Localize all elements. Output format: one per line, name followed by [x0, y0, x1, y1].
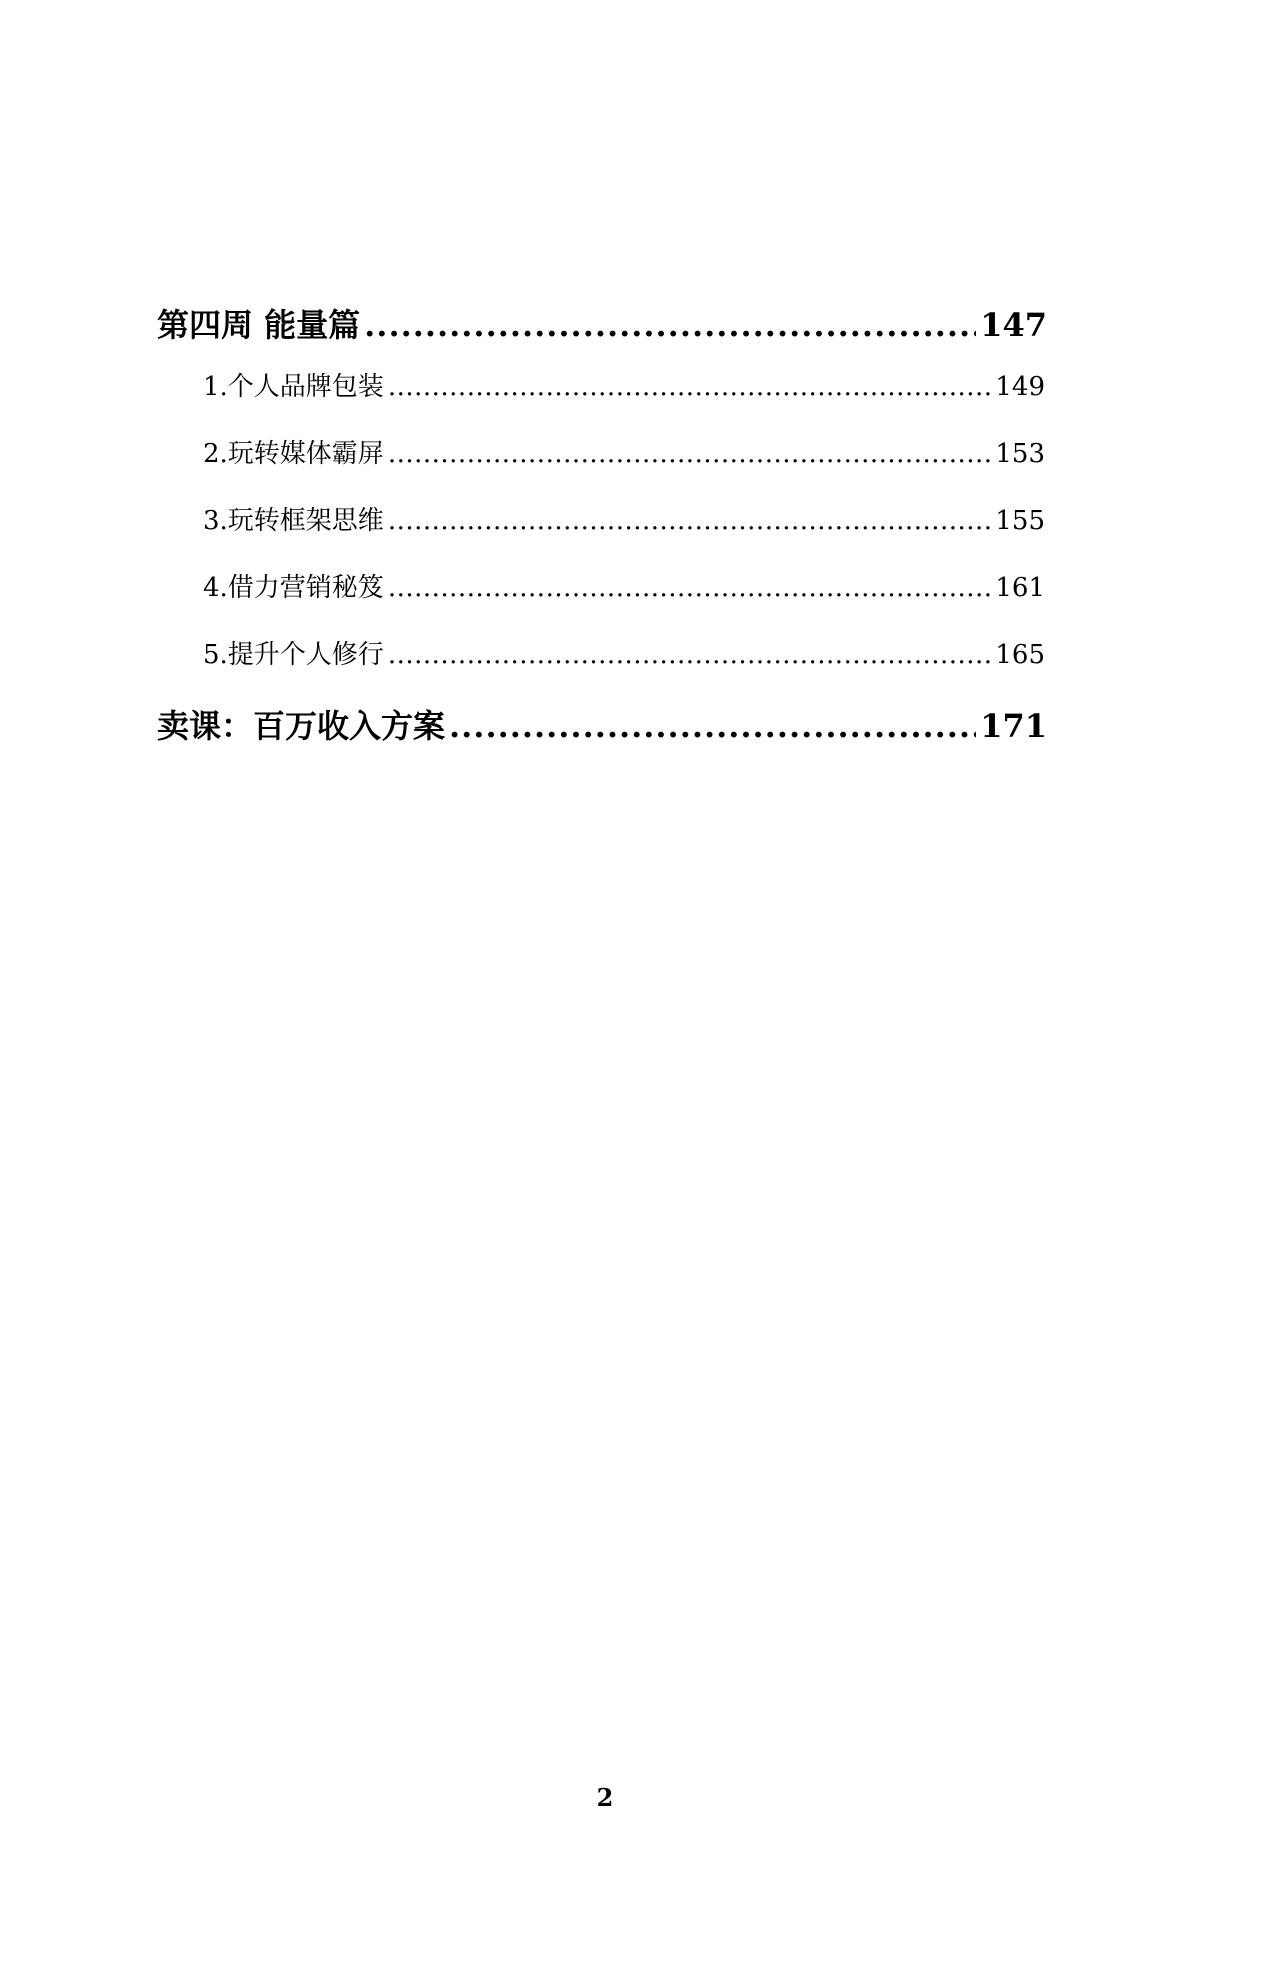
toc-entry-title: 3.玩转框架思维: [203, 506, 384, 536]
toc-entry-section[interactable]: [157, 567, 1047, 634]
toc-entry-title: 第四周 能量篇: [157, 306, 361, 344]
toc-dot-leader: [388, 372, 992, 402]
toc-entry-page: 147: [980, 306, 1047, 344]
toc-entry-chapter[interactable]: [157, 701, 1047, 767]
toc-entry-page: 153: [995, 439, 1045, 469]
toc-entry-section[interactable]: [157, 366, 1047, 433]
toc-entry-chapter[interactable]: [157, 300, 1047, 366]
toc-dot-leader: [364, 306, 976, 344]
toc-entry-page: 155: [995, 506, 1045, 536]
toc-entry-title: 1.个人品牌包装: [203, 372, 384, 402]
toc-dot-leader: [449, 707, 976, 745]
toc-dot-leader: [388, 640, 992, 670]
table-of-contents: [157, 300, 1047, 767]
toc-dot-leader: [388, 573, 992, 603]
toc-dot-leader: [388, 506, 992, 536]
toc-dot-leader: [388, 439, 992, 469]
toc-entry-title: 4.借力营销秘笈: [203, 573, 384, 603]
page-number: 2: [596, 1783, 614, 1812]
toc-entry-page: 161: [995, 573, 1045, 603]
toc-entry-title: 5.提升个人修行: [203, 640, 384, 670]
toc-entry-page: 149: [995, 372, 1045, 402]
toc-entry-title: 卖课：百万收入方案: [157, 707, 446, 745]
toc-entry-section[interactable]: [157, 634, 1047, 701]
toc-entry-section[interactable]: [157, 500, 1047, 567]
toc-entry-section[interactable]: [157, 433, 1047, 500]
toc-entry-page: 165: [995, 640, 1045, 670]
toc-entry-page: 171: [980, 707, 1047, 745]
toc-entry-title: 2.玩转媒体霸屏: [203, 439, 384, 469]
